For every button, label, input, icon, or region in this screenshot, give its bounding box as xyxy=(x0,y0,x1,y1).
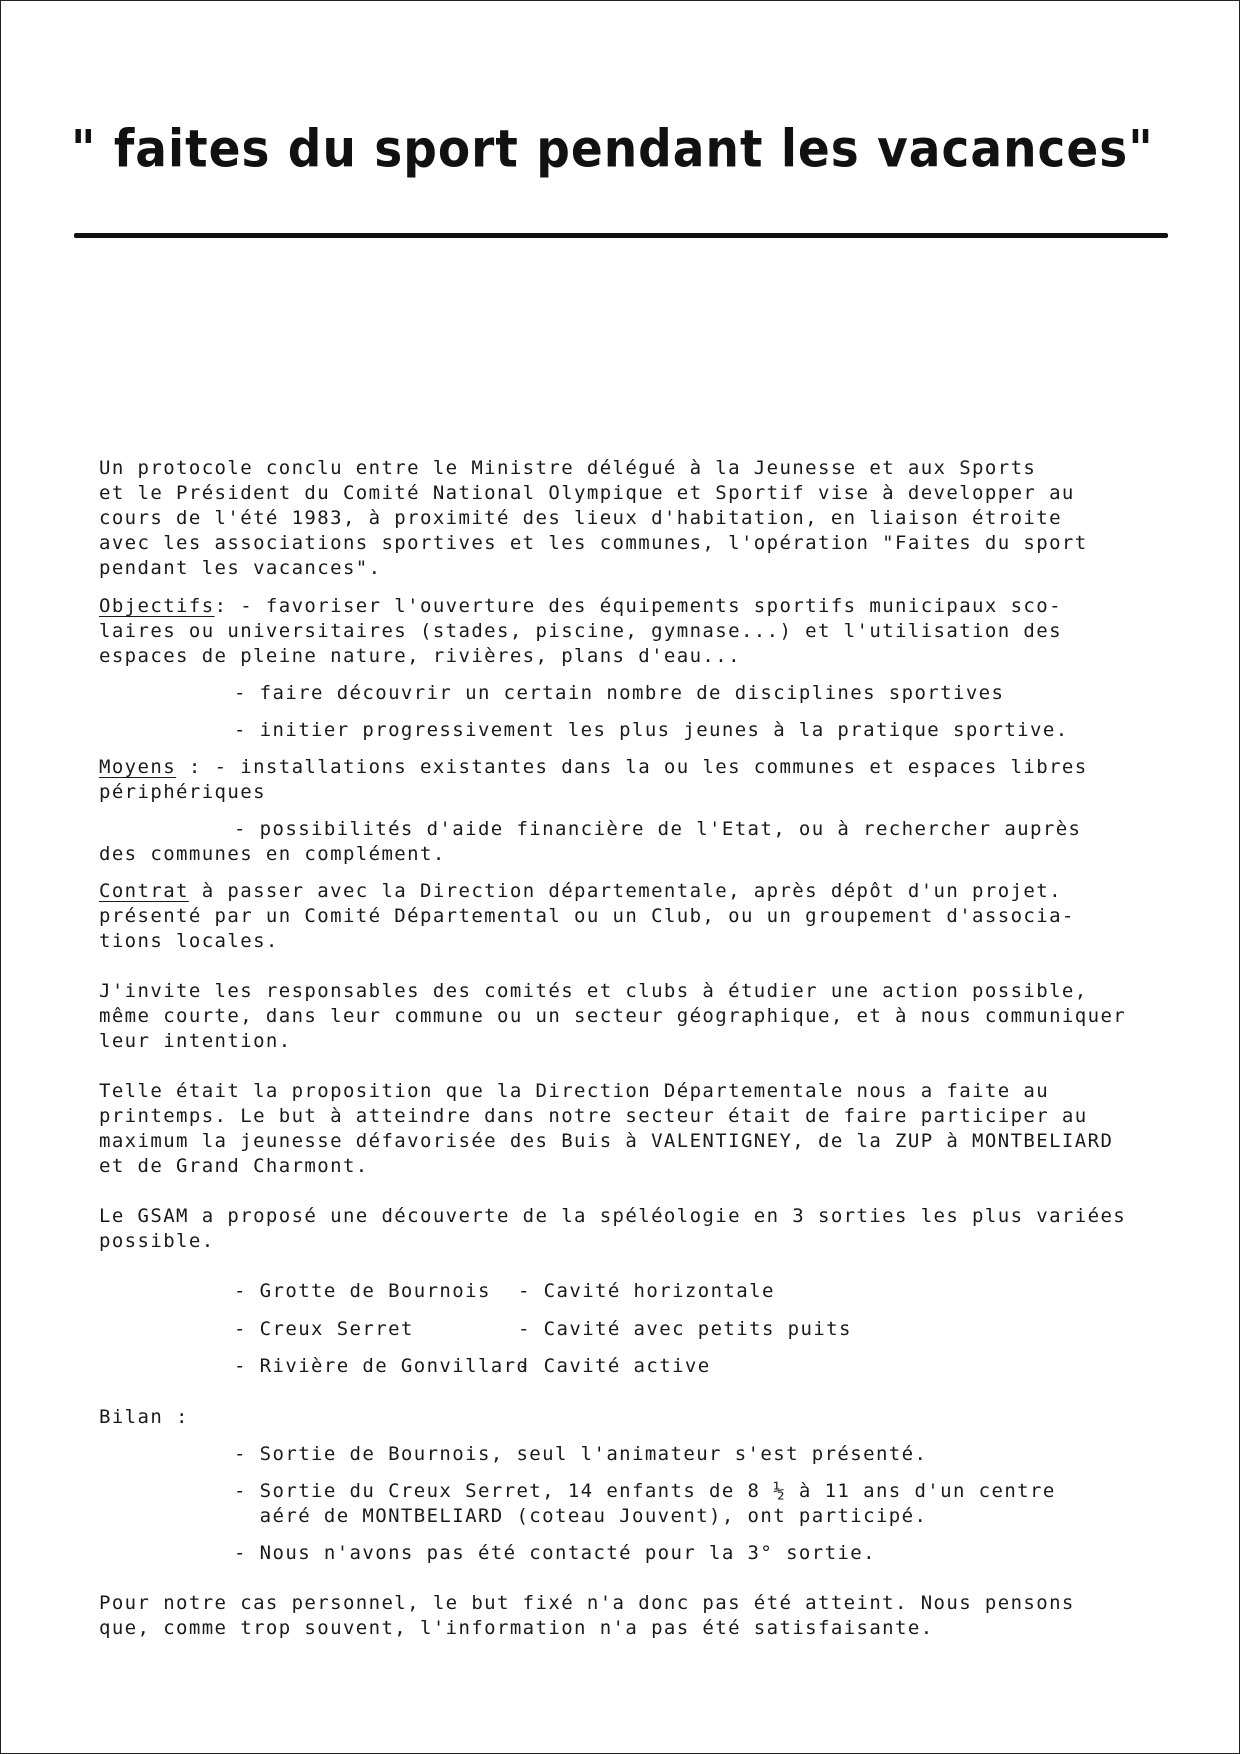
objectifs-label: Objectifs xyxy=(99,595,215,617)
moyens-paragraph xyxy=(99,755,1179,805)
sortie-name: - Rivière de Gonvillard xyxy=(234,1355,530,1377)
gsam-paragraph xyxy=(99,1204,1179,1254)
bilan-item: - Sortie du Creux Serret, 14 enfants de 8 ½ à 11 ans d'un centre xyxy=(234,1480,1056,1502)
moyens-label: Moyens xyxy=(99,756,177,778)
contrat-line: tions locales. xyxy=(99,930,279,952)
invite-line: J'invite les responsables des comités et clubs à étudier une action possible, xyxy=(99,980,1088,1002)
bilan-item: - Nous n'avons pas été contacté pour la 3° sortie. xyxy=(234,1542,876,1564)
title-rule xyxy=(74,233,1168,238)
bilan-label: Bilan : xyxy=(99,1406,189,1428)
objectifs-line: laires ou universitaires (stades, piscine, gymnase...) et l'utilisation des xyxy=(99,620,1062,642)
objectifs-line: : - favoriser l'ouverture des équipements sportifs municipaux sco- xyxy=(214,595,1062,617)
objectifs-item: - initier progressivement les plus jeunes à la pratique sportive. xyxy=(234,719,1069,741)
moyens-item-cont: des communes en complément. xyxy=(99,843,446,865)
sortie-name: - Grotte de Bournois xyxy=(234,1280,491,1302)
invite-paragraph xyxy=(99,979,1179,1054)
objectifs-line: espaces de pleine nature, rivières, plans d'eau... xyxy=(99,645,741,667)
bilan-item-cont: aéré de MONTBELIARD (coteau Jouvent), ont participé. xyxy=(234,1505,928,1527)
sortie-desc: - Cavité active xyxy=(518,1355,711,1377)
intro-paragraph xyxy=(99,456,1179,581)
intro-line: cours de l'été 1983, à proximité des lieux d'habitation, en liaison étroite xyxy=(99,507,1062,529)
gsam-line: possible. xyxy=(99,1230,215,1252)
sortie-desc: - Cavité avec petits puits xyxy=(518,1318,852,1340)
sortie-name: - Creux Serret xyxy=(234,1318,414,1340)
proposition-line: Telle était la proposition que la Direction Départementale nous a faite au xyxy=(99,1080,1050,1102)
invite-line: leur intention. xyxy=(99,1030,292,1052)
page-title: " faites du sport pendant les vacances" xyxy=(71,119,1154,180)
objectifs-item: - faire découvrir un certain nombre de disciplines sportives xyxy=(234,682,1005,704)
proposition-line: printemps. Le but à atteindre dans notre secteur était de faire participer au xyxy=(99,1105,1088,1127)
invite-line: même courte, dans leur commune ou un secteur géographique, et à nous communiquer xyxy=(99,1005,1127,1027)
objectifs-paragraph xyxy=(99,594,1179,669)
contrat-line: présenté par un Comité Départemental ou un Club, ou un groupement d'associa- xyxy=(99,905,1075,927)
gsam-line: Le GSAM a proposé une découverte de la spéléologie en 3 sorties les plus variées xyxy=(99,1205,1127,1227)
conclusion-paragraph xyxy=(99,1591,1179,1641)
intro-line: pendant les vacances". xyxy=(99,557,382,579)
proposition-line: et de Grand Charmont. xyxy=(99,1155,369,1177)
moyens-line: : - installations existantes dans la ou les communes et espaces libres xyxy=(176,756,1088,778)
moyens-item: - possibilités d'aide financière de l'Etat, ou à rechercher auprès xyxy=(234,818,1082,840)
conclusion-line: Pour notre cas personnel, le but fixé n'a donc pas été atteint. Nous pensons xyxy=(99,1592,1075,1614)
bilan-item: - Sortie de Bournois, seul l'animateur s'est présenté. xyxy=(234,1443,928,1465)
intro-line: avec les associations sportives et les communes, l'opération "Faites du sport xyxy=(99,532,1088,554)
contrat-paragraph xyxy=(99,879,1179,954)
moyens-line: périphériques xyxy=(99,781,266,803)
proposition-line: maximum la jeunesse défavorisée des Buis à VALENTIGNEY, de la ZUP à MONTBELIARD xyxy=(99,1130,1114,1152)
intro-line: Un protocole conclu entre le Ministre délégué à la Jeunesse et aux Sports xyxy=(99,457,1037,479)
sortie-desc: - Cavité horizontale xyxy=(518,1280,775,1302)
contrat-line: à passer avec la Direction départementale, après dépôt d'un projet. xyxy=(188,880,1062,902)
proposition-paragraph xyxy=(99,1079,1179,1179)
conclusion-line: que, comme trop souvent, l'information n'a pas été satisfaisante. xyxy=(99,1617,934,1639)
intro-line: et le Président du Comité National Olympique et Sportif vise à developper au xyxy=(99,482,1075,504)
contrat-label: Contrat xyxy=(99,880,189,902)
